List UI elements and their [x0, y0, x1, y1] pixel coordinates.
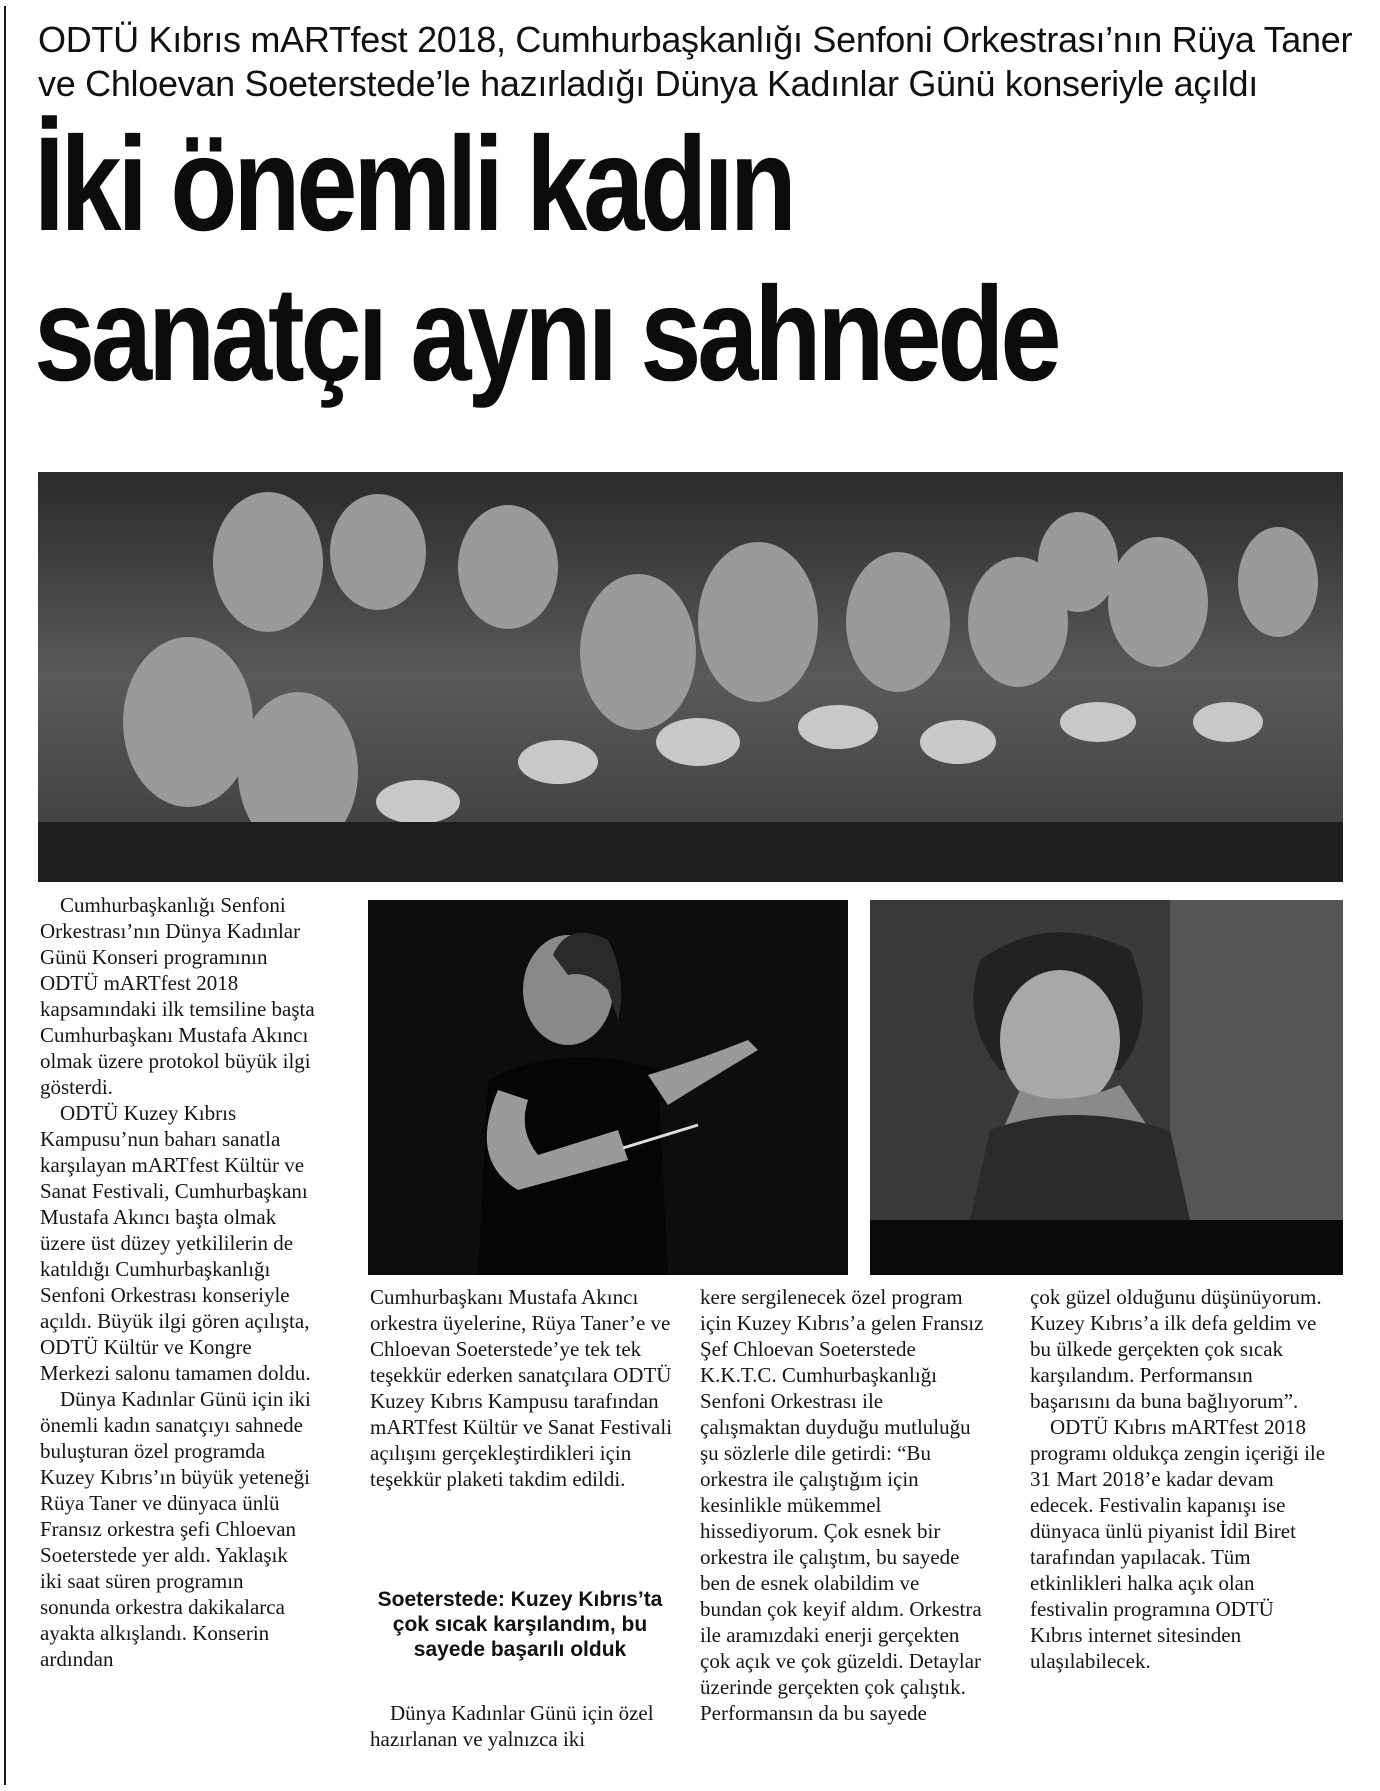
paragraph: ODTÜ Kuzey Kıbrıs Kampusu’nun baharı sanatla karşılayan mARTfest Kültür ve Sanat Festivali, Cumhurbaşkanı Mustafa Akıncı başta olmak üzere üst düzey yetkililerin de katıldığı Cumhurbaşkanlığı Senfoni Orkestrası konseriyle açıldı. Büyük ilgi gören açılışta, ODTÜ Kültür ve Kongre Merkezi salonu tamamen doldu.: [40, 1101, 311, 1385]
kicker-line-2: ve Chloevan Soeterstede’le hazırladığı Dünya Kadınlar Günü konseriyle açıldı: [38, 63, 1258, 104]
text-column-2-continued: [370, 1700, 670, 1752]
paragraph: Cumhurbaşkanlığı Senfoni Orkestrası’nın Dünya Kadınlar Günü Konseri programının ODTÜ mARTfest 2018 kapsamındaki ilk temsiline başta Cumhurbaşkanı Mustafa Akıncı olmak üzere protokol büyük ilgi gösterdi.: [40, 893, 315, 1099]
paragraph: Dünya Kadınlar Günü için özel hazırlanan ve yalnızca iki: [370, 1701, 654, 1751]
paragraph: çok güzel olduğunu düşünüyorum. Kuzey Kıbrıs’a ilk defa geldim ve bu ülkede gerçekten çok sıcak karşılandım. Performansın başarısını da buna bağlıyorum”.: [1030, 1285, 1322, 1413]
article-headline: [34, 110, 1125, 410]
article-kicker: [38, 18, 1358, 106]
paragraph: ODTÜ Kıbrıs mARTfest 2018 programı oldukça zengin içeriği ile 31 Mart 2018’e kadar devam edecek. Festivalin kapanışı ise dünyaca ünlü piyanist İdil Biret tarafından yapılacak. Tüm etkinlikleri halka açık olan festivalin programına ODTÜ Kıbrıs internet sitesinden ulaşılabilecek.: [1030, 1415, 1326, 1673]
paragraph: kere sergilenecek özel program için Kuzey Kıbrıs’a gelen Fransız Şef Chloevan Soeterstede K.K.T.C. Cumhurbaşkanlığı Senfoni Orkestrası ile çalışmaktan duyduğu mutluluğu şu sözlerle dile getirdi: “Bu orkestra ile çalıştığım için kesinlikle mükemmel hissediyorum. Çok esnek bir orkestra ile çalıştım, bu sayede ben de esnek olabildim ve bundan çok keyif aldım. Orkestra ile aramızdaki enerji gerçekten çok açık ve çok güzeldi. Detaylar üzerinde gerçekten çok çalıştık. Performansın da bu sayede: [700, 1285, 984, 1725]
conductor-photo: [368, 900, 848, 1275]
left-margin-rule: [4, 6, 6, 1785]
headline-line-1: İki önemli kadın: [34, 110, 793, 259]
pianist-photo: [870, 900, 1343, 1275]
text-column-3: [700, 1284, 985, 1726]
paragraph: Dünya Kadınlar Günü için iki önemli kadın sanatçıyı sahnede buluşturan özel programda Kuzey Kıbrıs’ın büyük yeteneği Rüya Taner ve dünyaca ünlü Fransız orkestra şefi Chloevan Soeterstede yer aldı. Yaklaşık iki saat süren programın sonunda orkestra dakikalarca ayakta alkışlandı. Konserin ardından: [40, 1387, 311, 1671]
kicker-line-1: ODTÜ Kıbrıs mARTfest 2018, Cumhurbaşkanlığı Senfoni Orkestrası’nın Rüya Taner: [38, 19, 1353, 60]
audience-applause-photo: [38, 472, 1343, 882]
text-column-4: [1030, 1284, 1330, 1674]
paragraph: Cumhurbaşkanı Mustafa Akıncı orkestra üyelerine, Rüya Taner’e ve Chloevan Soeterstede’ye tek tek teşekkür ederken sanatçılara ODTÜ Kuzey Kıbrıs Kampusu tarafından mARTfest Kültür ve Sanat Festivali açılışını gerçekleştirdikleri için teşekkür plaketi takdim edildi.: [370, 1285, 673, 1491]
headline-line-2: sanatçı aynı sahnede: [34, 260, 1058, 409]
article-subhead: Soeterstede: Kuzey Kıbrıs’ta çok sıcak karşılandım, bu sayede başarılı olduk: [377, 1588, 663, 1661]
text-column-1: [40, 892, 315, 1672]
text-column-2: [370, 1284, 690, 1492]
